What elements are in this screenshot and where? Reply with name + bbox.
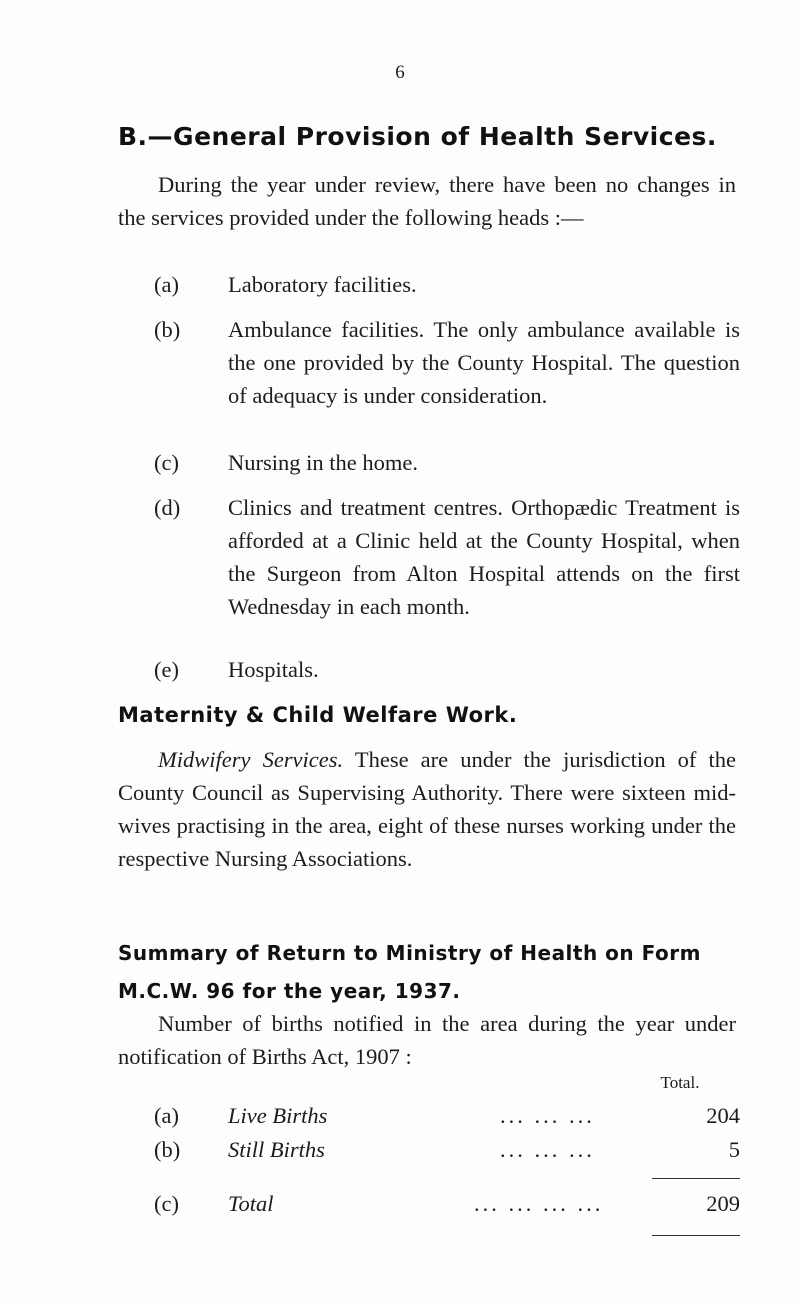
row-name: Still Births xyxy=(228,1137,325,1162)
list-item xyxy=(154,313,740,412)
section-heading-general-provision: B.—General Provision of Health Services. xyxy=(118,122,717,151)
page-number: 6 xyxy=(395,62,405,83)
list-item-label: (e) xyxy=(154,657,179,682)
list-item-label: (a) xyxy=(154,272,179,297)
sum-rule xyxy=(652,1178,740,1179)
intro-paragraph xyxy=(118,168,736,234)
total-column-header: Total. xyxy=(660,1073,700,1092)
midwifery-lead: Midwifery Services. xyxy=(158,747,344,772)
row-leader-dots: ... ... ... xyxy=(500,1103,595,1128)
row-label: (b) xyxy=(154,1137,181,1162)
list-item-text: Laboratory facilities. xyxy=(228,272,417,297)
midwifery-paragraph xyxy=(118,743,736,875)
row-name: Live Births xyxy=(228,1103,328,1128)
section-heading-maternity: Maternity & Child Welfare Work. xyxy=(118,703,518,727)
row-value: 209 xyxy=(706,1191,740,1216)
list-item-label: (c) xyxy=(154,450,179,475)
table-row xyxy=(154,1133,740,1166)
total-rule xyxy=(652,1235,740,1236)
row-value: 5 xyxy=(728,1137,740,1162)
midwifery-text: These are under the jurisdiction of the County Council as Supervising Authority. There were sixteen mid-wives practising in the area, eight of these nurses working under the respective Nursing Associations. xyxy=(118,747,736,871)
list-item xyxy=(154,653,740,686)
list-item xyxy=(154,491,740,623)
births-intro-paragraph xyxy=(118,1007,736,1073)
row-name: Total xyxy=(228,1191,274,1216)
row-value: 204 xyxy=(706,1103,740,1128)
list-item xyxy=(154,446,740,479)
row-label: (c) xyxy=(154,1191,179,1216)
births-intro-text: Number of births notified in the area during the year under notification of Births Act, 1907 : xyxy=(118,1011,736,1069)
row-leader-dots: ... ... ... xyxy=(500,1137,595,1162)
list-item-text: Clinics and treatment centres. Orthopædic Treatment is afforded at a Clinic held at the County Hospital, when the Surgeon from Alton Hospital attends on the first Wednesday in each month. xyxy=(228,495,740,619)
intro-text: During the year under review, there have been no changes in the services provided under the following heads :— xyxy=(118,172,736,230)
list-item-label: (d) xyxy=(154,495,181,520)
list-item-text: Ambulance facilities. The only ambulance available is the one provided by the County Hospital. The question of adequacy is under consideration. xyxy=(228,317,740,408)
section-heading-summary: Summary of Return to Ministry of Health on Form M.C.W. 96 for the year, 1937. xyxy=(118,941,701,1003)
list-item xyxy=(154,268,740,301)
row-label: (a) xyxy=(154,1103,179,1128)
table-row xyxy=(154,1187,740,1220)
table-row xyxy=(154,1099,740,1132)
list-item-text: Nursing in the home. xyxy=(228,450,418,475)
row-leader-dots: ... ... ... ... xyxy=(474,1191,604,1216)
list-item-text: Hospitals. xyxy=(228,657,319,682)
list-item-label: (b) xyxy=(154,317,181,342)
